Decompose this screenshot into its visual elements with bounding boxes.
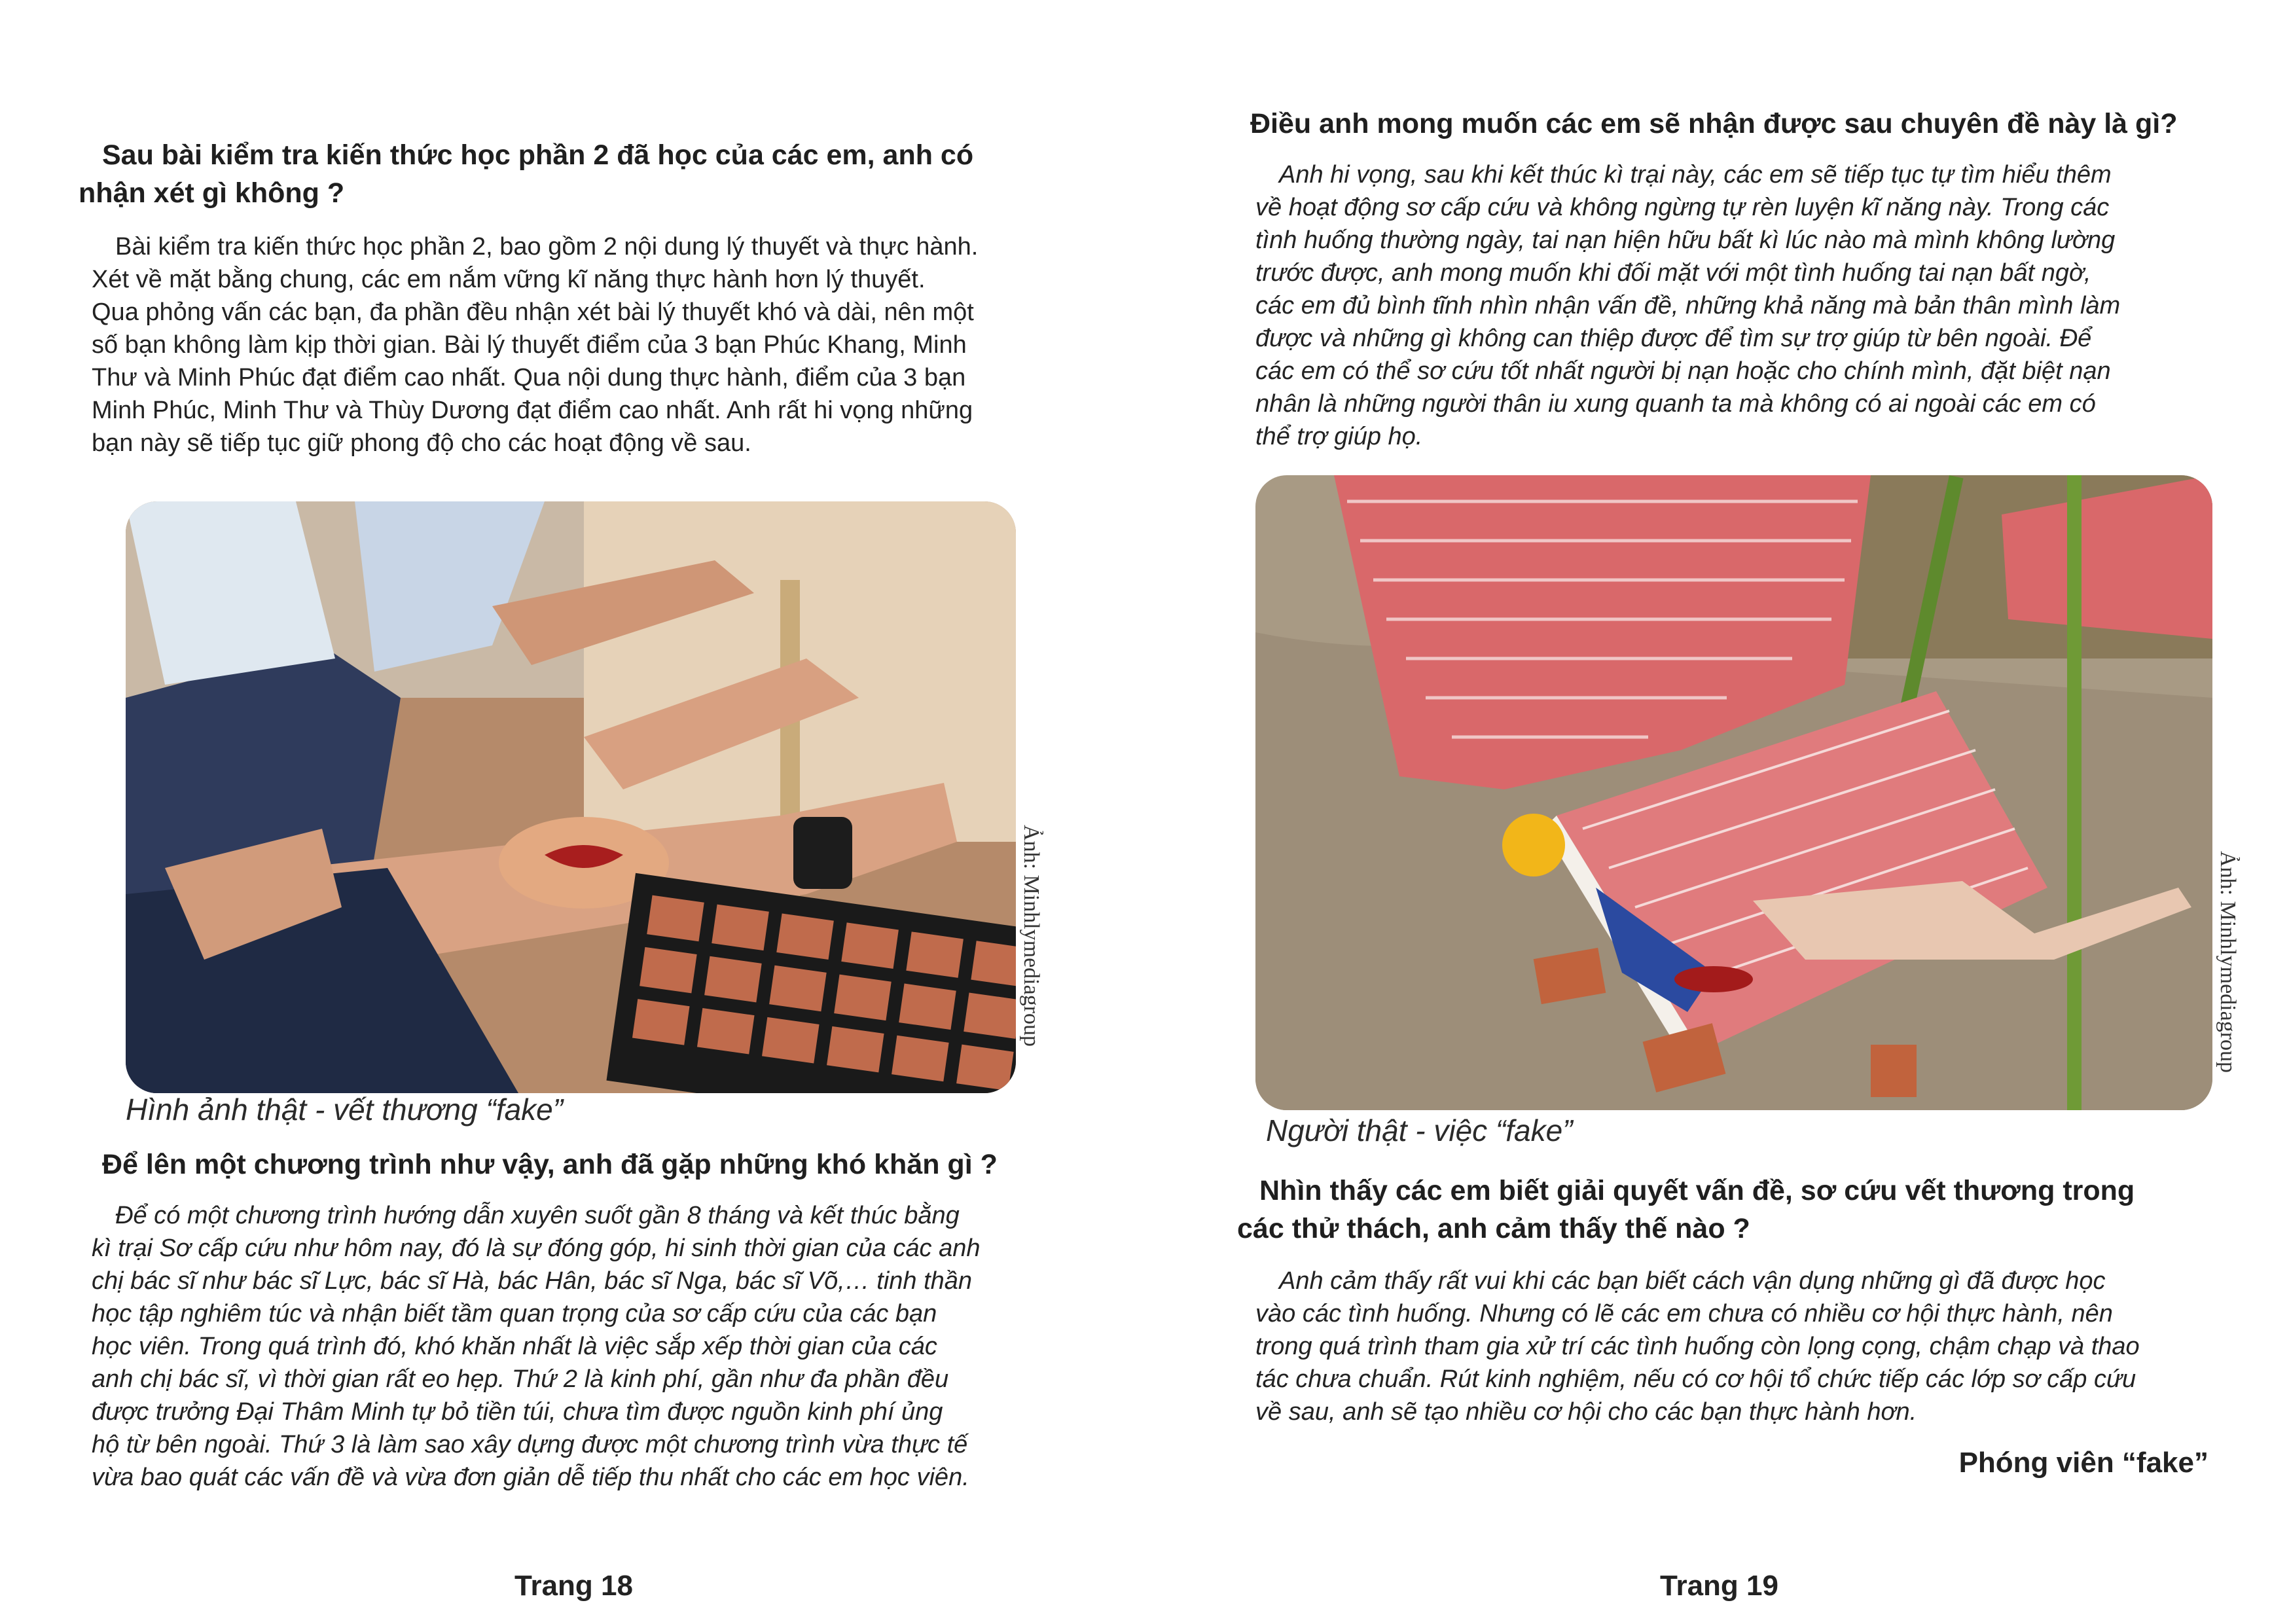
left-photo-caption: Hình ảnh thật - vết thương “fake” xyxy=(126,1092,564,1127)
collapsed-wall-photo xyxy=(1255,475,2212,1110)
page-number-18: Trang 18 xyxy=(514,1570,633,1602)
left-question-2: Để lên một chương trình như vậy, anh đã gặp những khó khăn gì ? xyxy=(102,1149,998,1180)
right-question-2: Nhìn thấy các em biết giải quyết vấn đề, sơ cứu vết thương trong các thử thách, anh cảm thấy thế nào ? xyxy=(1237,1175,2135,1244)
left-answer-1: Bài kiểm tra kiến thức học phần 2, bao gồm 2 nội dung lý thuyết và thực hành. Xét về mặt bằng chung, các em nắm vững kĩ năng thực hành hơn lý thuyết. Qua phỏng vấn các bạn, đa phần đều nhận xét bài lý thuyết khó và dài, nên một số bạn không làm kịp thời gian. Bài lý thuyết điểm của 3 bạn Phúc Khang, Minh Thư và Minh Phúc đạt điểm cao nhất. Qua nội dung thực hành, điểm của 3 bạn Minh Phúc, Minh Thư và Thùy Dương đạt điểm cao nhất. Anh rất hi vọng những bạn này sẽ tiếp tục giữ phong độ cho các hoạt động về sau. xyxy=(92,233,979,457)
left-answer-2: Để có một chương trình hướng dẫn xuyên suốt gần 8 tháng và kết thúc bằng kì trại Sơ cấp cứu như hôm nay, đó là sự đóng góp, hi sinh thời gian của các anh chị bác sĩ như bác sĩ Lực, bác sĩ Hà, bác Hân, bác sĩ Nga, bác sĩ Võ,… tinh thần học tập nghiêm túc và nhận biết tầm quan trọng của sơ cấp cứu của các bạn học viên. Trong quá trình đó, khó khăn nhất là việc sắp xếp thời gian của các anh chị bác sĩ, vì thời gian rất eo hẹp. Thứ 2 là kinh phí, gần như đa phần đều được trưởng Đại Thâm Minh tự bỏ tiền túi, chưa tìm được nguồn kinh phí ủng hộ từ bên ngoài. Thứ 3 là làm sao xây dựng được một chương trình vừa thực tế vừa bao quát các vấn đề và vừa đơn giản dễ tiếp thu nhất cho các em học viên. xyxy=(92,1202,981,1491)
right-photo-credit: Ảnh: Minhlymediagroup xyxy=(2216,851,2240,1074)
right-answer-2: Anh cảm thấy rất vui khi các bạn biết cách vận dụng những gì đã được học vào các tình huống. Nhưng có lẽ các em chưa có nhiều cơ hội thực hành, nên trong quá trình tham gia xử trí các tình huống còn lọng cọng, chậm chạp và thao tác chưa chuẩn. Rút kinh nghiệm, nếu có cơ hội tổ chức tiếp các lớp sơ cấp cứu về sau, anh sẽ tạo nhiều cơ hội cho các bạn thực hành hơn. xyxy=(1255,1267,2140,1426)
right-question-1: Điều anh mong muốn các em sẽ nhận được sau chuyên đề này là gì? xyxy=(1250,108,2178,139)
right-photo-caption: Người thật - việc “fake” xyxy=(1266,1113,1573,1147)
fake-wound-photo xyxy=(126,501,1016,1093)
left-photo-credit: Ảnh: Minhlymediagroup xyxy=(1019,825,1043,1047)
left-question-1: Sau bài kiểm tra kiến thức học phần 2 đã học của các em, anh có nhận xét gì không ? xyxy=(79,139,974,209)
right-answer-1: Anh hi vọng, sau khi kết thúc kì trại này, các em sẽ tiếp tục tự tìm hiểu thêm về hoạt động sơ cấp cứu và không ngừng tự rèn luyện kĩ năng này. Trong các tình huống thường ngày, tai nạn hiện hữu bất kì lúc nào mà mình không lường trước được, anh mong muốn khi đối mặt với một tình huống tai nạn bất ngờ, các em đủ bình tĩnh nhìn nhận vấn đề, những khả năng mà bản thân mình làm được và những gì không can thiệp được để tìm sự trợ giúp từ bên ngoài. Để các em có thể sơ cứu tốt nhất người bị nạn hoặc cho chính mình, đặt biệt nạn nhân là những người thân iu xung quanh ta mà không có ai ngoài các em có thể trợ giúp họ. xyxy=(1255,161,2121,450)
reporter-signature: Phóng viên “fake” xyxy=(1958,1447,2208,1479)
page-number-19: Trang 19 xyxy=(1660,1570,1778,1602)
